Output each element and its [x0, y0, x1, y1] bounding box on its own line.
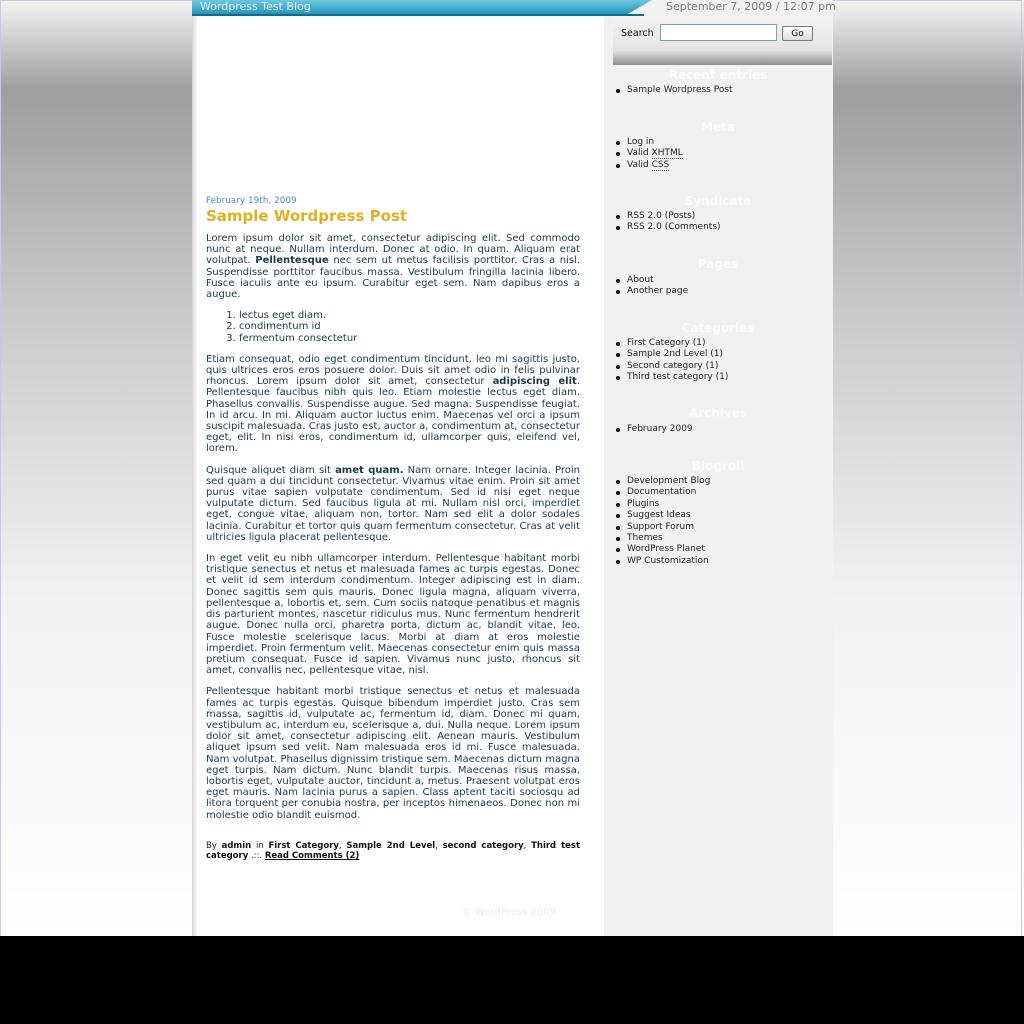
- list-item: 1. lectus eget diam.: [239, 310, 580, 321]
- text: . Pellentesque faucibus nibh quis leo. Etiam molestie lectus eget diam. Phasellus convallis. Suspendisse augue. Sed magna. Suspendisse feugiat. In id arcu. In mi. Aliquam auctor luctus enim. Maecenas vel orci a ipsum suscipit malesuada. Cras justo est, auctor a, condimentum at, consectetur eget, elit. In nisi eros, condimentum id, ullamcorper quis, eleifend vel, lorem.: [206, 376, 580, 455]
- category-count: (1): [715, 372, 729, 383]
- bold-text: adipiscing elit: [492, 376, 577, 388]
- archives-list: [615, 424, 693, 435]
- category-count: (1): [710, 349, 723, 360]
- category-item[interactable]: [615, 338, 728, 349]
- category-link[interactable]: First Category: [627, 338, 690, 348]
- recent-entry-link[interactable]: Sample Wordpress Post: [615, 85, 733, 96]
- post: [206, 196, 580, 861]
- meta-by: By: [206, 840, 217, 851]
- category-item[interactable]: [615, 361, 728, 372]
- post-paragraph-1: [206, 233, 580, 300]
- category-link[interactable]: Sample 2nd Level: [627, 349, 708, 360]
- bottom-black-area: [0, 936, 1024, 1024]
- page-link-about[interactable]: About: [615, 275, 688, 286]
- blogroll-link[interactable]: Support Forum: [615, 522, 710, 533]
- valid-text: Valid: [627, 159, 649, 170]
- widget-title-pages: Pages: [697, 257, 739, 271]
- post-paragraph-3: [206, 465, 580, 543]
- post-date: February 19th, 2009: [206, 196, 297, 206]
- blogroll-link[interactable]: Themes: [615, 533, 710, 544]
- widget-title-syndicate: Syndicate: [684, 194, 752, 208]
- blogroll-list: [615, 476, 710, 567]
- blogroll-link[interactable]: Suggest Ideas: [615, 510, 710, 521]
- category-link[interactable]: Third test category: [627, 372, 713, 383]
- category-link[interactable]: Second category: [627, 360, 703, 371]
- header-datetime: September 7, 2009 / 12:07 pm: [666, 0, 836, 13]
- blogroll-link[interactable]: Documentation: [615, 487, 710, 498]
- meta-author-link[interactable]: admin: [221, 840, 252, 851]
- xhtml-abbr: XHTML: [651, 148, 683, 159]
- search-input[interactable]: [660, 24, 777, 41]
- rss-comments-link[interactable]: RSS 2.0 (Comments): [615, 222, 721, 233]
- recent-entries-list: [615, 85, 733, 96]
- valid-css-link[interactable]: [615, 160, 683, 171]
- post-paragraph-4: In eget velit eu nibh ullamcorper interdum. Pellentesque habitant morbi tristique senectus et netus et malesuada fames ac turpis egestas. Donec et velit id sem interdum condimentum. Integer adipiscing est in diam. Donec sagittis sem quis mauris. Donec ligula magna, aliquam viverra, pellentesque a, lobortis et, sem. Cum sociis natoque penatibus et magnis dis parturient montes, nascetur ridiculus mus. Nunc fermentum hendrerit augue. Donec nulla orci, pharetra porta, dictum ac, blandit vitae, leo. Fusce molestie scelerisque lacus. Morbi at diam at eros molestie imperdiet. Proin fermentum velit. Maecenas consectetur enim quis massa pretium consequat. Fusce id sapien. Vivamus nunc justo, rhoncus sit amet, convallis nec, pellentesque vitae, nisl.: [206, 553, 580, 677]
- list-item: 2. condimentum id: [239, 321, 580, 332]
- meta-category-link[interactable]: Sample 2nd Level: [346, 840, 436, 851]
- widget-title-meta: Meta: [701, 120, 735, 134]
- blogroll-link[interactable]: Development Blog: [615, 476, 710, 487]
- header-bar-line: [192, 14, 644, 16]
- meta-category-link[interactable]: Third test category: [206, 840, 581, 861]
- footer-text: © WordPress 2009: [462, 907, 556, 918]
- meta-in: in: [255, 840, 264, 851]
- syndicate-list: [615, 211, 721, 234]
- widget-title-recent: Recent entries: [668, 68, 768, 82]
- category-count: (1): [692, 338, 706, 348]
- widget-title-blogroll: Blogroll: [691, 459, 745, 473]
- search-go-button[interactable]: Go: [782, 26, 813, 41]
- log-in-link[interactable]: Log in: [615, 137, 683, 148]
- post-meta: By admin in First Category, Sample 2nd Level, second category, Third test category .::. Read Comments (2): [206, 840, 581, 861]
- blogroll-link[interactable]: WordPress Planet: [615, 544, 710, 555]
- text: Lorem ipsum dolor sit amet, consectetur adipiscing elit. Sed commodo nunc at neque. Nullam interdum. Donec at odio. In quam. Aliquam erat volutpat.: [206, 233, 580, 267]
- page-edge-shadow: [192, 0, 198, 936]
- text: nec sem ut metus facilisis porttitor. Cras a nisl. Suspendisse porttitor faucibus massa. Vestibulum fringilla lacinia libero. Fusce iaculis ante eu ipsum. Curabitur eget sem. Nam dapibus eros a augue.: [206, 255, 581, 301]
- text: Etiam consequat, odio eget condimentum tincidunt, leo mi sagittis justo, quis ultrices eros eros posuere dolor. Duis sit amet odio in felis pulvinar rhoncus. Lorem ipsum dolor sit amet, consectetur: [206, 353, 580, 388]
- css-abbr: CSS: [651, 159, 670, 170]
- blog-title[interactable]: Wordpress Test Blog: [200, 0, 311, 13]
- categories-list: [615, 338, 728, 384]
- search-label: Search: [621, 28, 654, 39]
- meta-separator: .::.: [250, 850, 263, 861]
- list-item: 3. fermentum consectetur: [239, 333, 580, 344]
- text: Nam ornare. Integer lacinia. Proin sed quam a dui tincidunt consectetur. Vivamus vitae enim. Proin sit amet purus vitae sapien vulputate condimentum. Sed id nisi eget neque vulputate dictum. Sed faucibus ligula at mi. Nullam nisl orci, imperdiet eget, congue vitae, aliquam non, tortor. Nam sed elit a dolor sodales lacinia. Curabitur et tortor quis quam fermentum consectetur. Cras at velit ultricies ligula placerat pellentesque.: [206, 464, 580, 543]
- post-paragraph-2: [206, 354, 580, 455]
- rss-posts-link[interactable]: RSS 2.0 (Posts): [615, 211, 721, 222]
- page-link-another[interactable]: Another page: [615, 286, 688, 297]
- valid-text: Valid: [627, 148, 649, 159]
- post-ordered-list: [206, 310, 580, 344]
- meta-category-link[interactable]: second category: [442, 840, 524, 851]
- blogroll-link[interactable]: Plugins: [615, 499, 710, 510]
- text: Quisque aliquet diam sit: [206, 464, 336, 476]
- category-item[interactable]: [615, 372, 728, 383]
- blogroll-link[interactable]: WP Customization: [615, 556, 710, 567]
- widget-title-archives: Archives: [688, 406, 748, 420]
- archive-link[interactable]: February 2009: [615, 424, 693, 435]
- widget-title-categories: Categories: [681, 321, 755, 335]
- category-item[interactable]: [615, 349, 728, 360]
- bold-text: amet quam.: [335, 464, 404, 476]
- read-comments-link[interactable]: Read Comments (2): [264, 850, 360, 861]
- bold-text: Pellentesque: [255, 255, 329, 267]
- post-paragraph-5: Pellentesque habitant morbi tristique senectus et netus et malesuada fames ac turpis egestas. Quisque bibendum imperdiet justo. Cras sem massa, sagittis id, vulputate ac, fermentum id, diam. Donec mi quam, vestibulum ac, interdum eu, scelerisque a, dui. Nulla neque. Lorem ipsum dolor sit amet, consectetur adipiscing elit. Aenean mauris. Vestibulum aliquet ipsum sed velit. Nam malesuada eros id mi. Fusce malesuada. Nam volutpat. Phasellus dignissim tristique sem. Maecenas dictum magna eget turpis. Nam dictum. Nunc blandit turpis. Maecenas risus massa, lobortis eget, vulputate auctor, tincidunt a, metus. Praesent volutpat eros eget mauris. Nam lacinia purus a sapien. Class aptent taciti sociosqu ad litora torquent per conubia nostra, per inceptos himenaeos. Donec non mi molestie odio blandit euismod.: [206, 686, 580, 821]
- valid-xhtml-link[interactable]: [615, 148, 683, 159]
- meta-list: [615, 137, 683, 171]
- category-count: (1): [705, 360, 719, 371]
- meta-category-link[interactable]: First Category: [268, 840, 339, 851]
- pages-list: [615, 275, 688, 298]
- post-title[interactable]: Sample Wordpress Post: [206, 207, 408, 225]
